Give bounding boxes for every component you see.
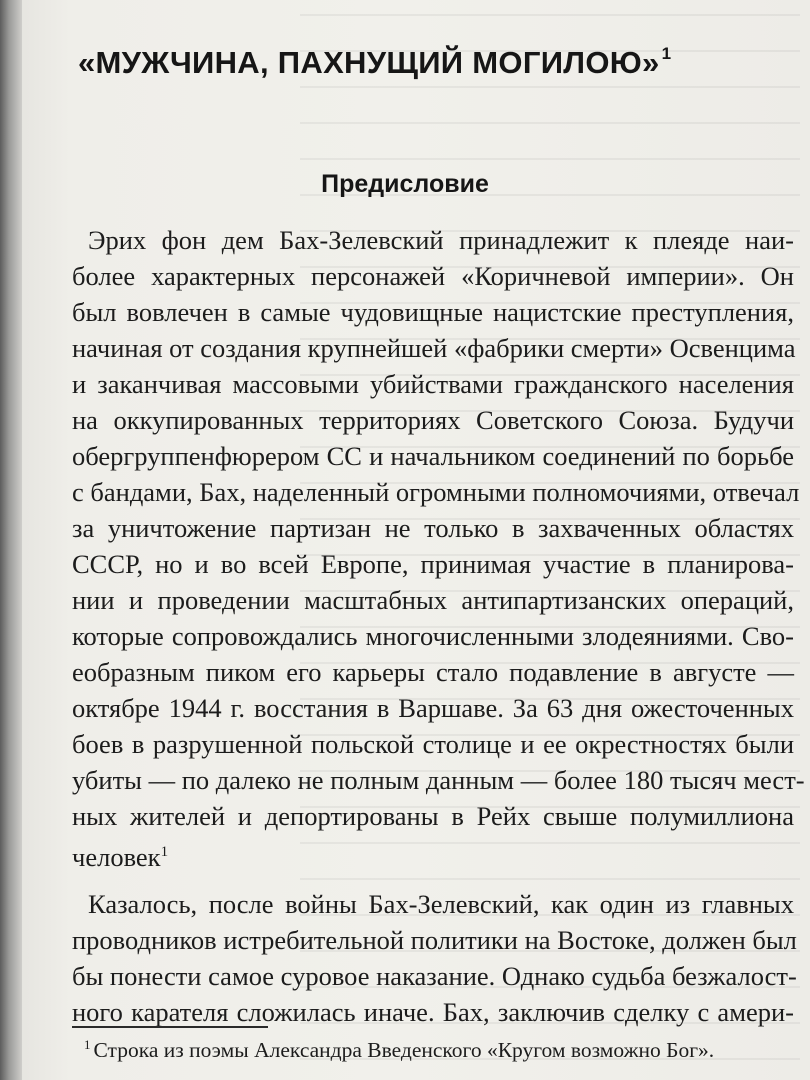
footnote-separator-rule xyxy=(72,1026,268,1028)
text-line: на оккупированных территориях Советского Союза. Будучи xyxy=(72,405,794,435)
text-line: проводников истребительной политики на Востоке, должен был xyxy=(72,925,797,955)
text-line: ных жителей и депортированы в Рейх свыше полумиллиона xyxy=(72,801,794,831)
text-line: Казалось, после войны Бах-Зелевский, как один из главных xyxy=(88,889,794,919)
text-line: ного карателя сложилась иначе. Бах, заключив сделку с амери- xyxy=(72,997,794,1027)
text-line: обергруппенфюрером СС и начальником соединений по борьбе xyxy=(72,441,794,471)
text-line: за уничтожение партизан не только в захваченных областях xyxy=(72,513,794,543)
chapter-title xyxy=(78,44,778,81)
text-line: убиты — по далеко не полным данным — более 180 тысяч мест- xyxy=(72,765,805,795)
text-line: бы понести самое суровое наказание. Однако судьба безжалост- xyxy=(72,961,797,991)
chapter-title-text: «МУЖЧИНА, ПАХНУЩИЙ МОГИЛОЮ» xyxy=(78,45,660,80)
footnote-mark: 1 xyxy=(84,1037,91,1052)
text-line: нии и проведении масштабных антипартизанских операций, xyxy=(72,585,794,615)
body-text xyxy=(72,222,805,1030)
text-line: был вовлечен в самые чудовищные нацистские преступления, xyxy=(72,297,794,327)
text-line: более характерных персонажей «Коричневой империи». Он xyxy=(72,261,794,291)
book-gutter-shadow xyxy=(0,0,22,1080)
text-line: октябре 1944 г. восстания в Варшаве. За 63 дня ожесточенных xyxy=(72,693,794,723)
paragraph-1 xyxy=(72,222,805,872)
text-line xyxy=(72,834,794,870)
section-title: Предисловие xyxy=(321,170,489,198)
chapter-title-footnote-mark: 1 xyxy=(661,44,672,63)
footnote-text: Строка из поэмы Александра Введенского «Кругом возможно Бог». xyxy=(93,1038,715,1062)
text-line: начиная от создания крупнейшей «фабрики смерти» Освенцима xyxy=(72,333,796,363)
footnote xyxy=(84,1037,796,1063)
text-line: которые сопровождались многочисленными злодеяниями. Сво- xyxy=(72,621,794,651)
text-line: СССР, но и во всей Европе, принимая участие в планирова- xyxy=(72,549,794,579)
text-line: еобразным пиком его карьеры стало подавление в августе — xyxy=(72,657,794,687)
text-line: боев в разрушенной польской столице и ее окрестностях были xyxy=(72,729,794,759)
text-line: Эрих фон дем Бах-Зелевский принадлежит к плеяде наи- xyxy=(88,225,794,255)
paragraph-2 xyxy=(72,886,797,1030)
text-line-content: человек xyxy=(72,842,161,872)
text-line: и заканчивая массовыми убийствами гражданского населения xyxy=(72,369,794,399)
text-line: с бандами, Бах, наделенный огромными полномочиями, отвечал xyxy=(72,477,800,507)
footnote-reference-mark: 1 xyxy=(160,844,169,860)
